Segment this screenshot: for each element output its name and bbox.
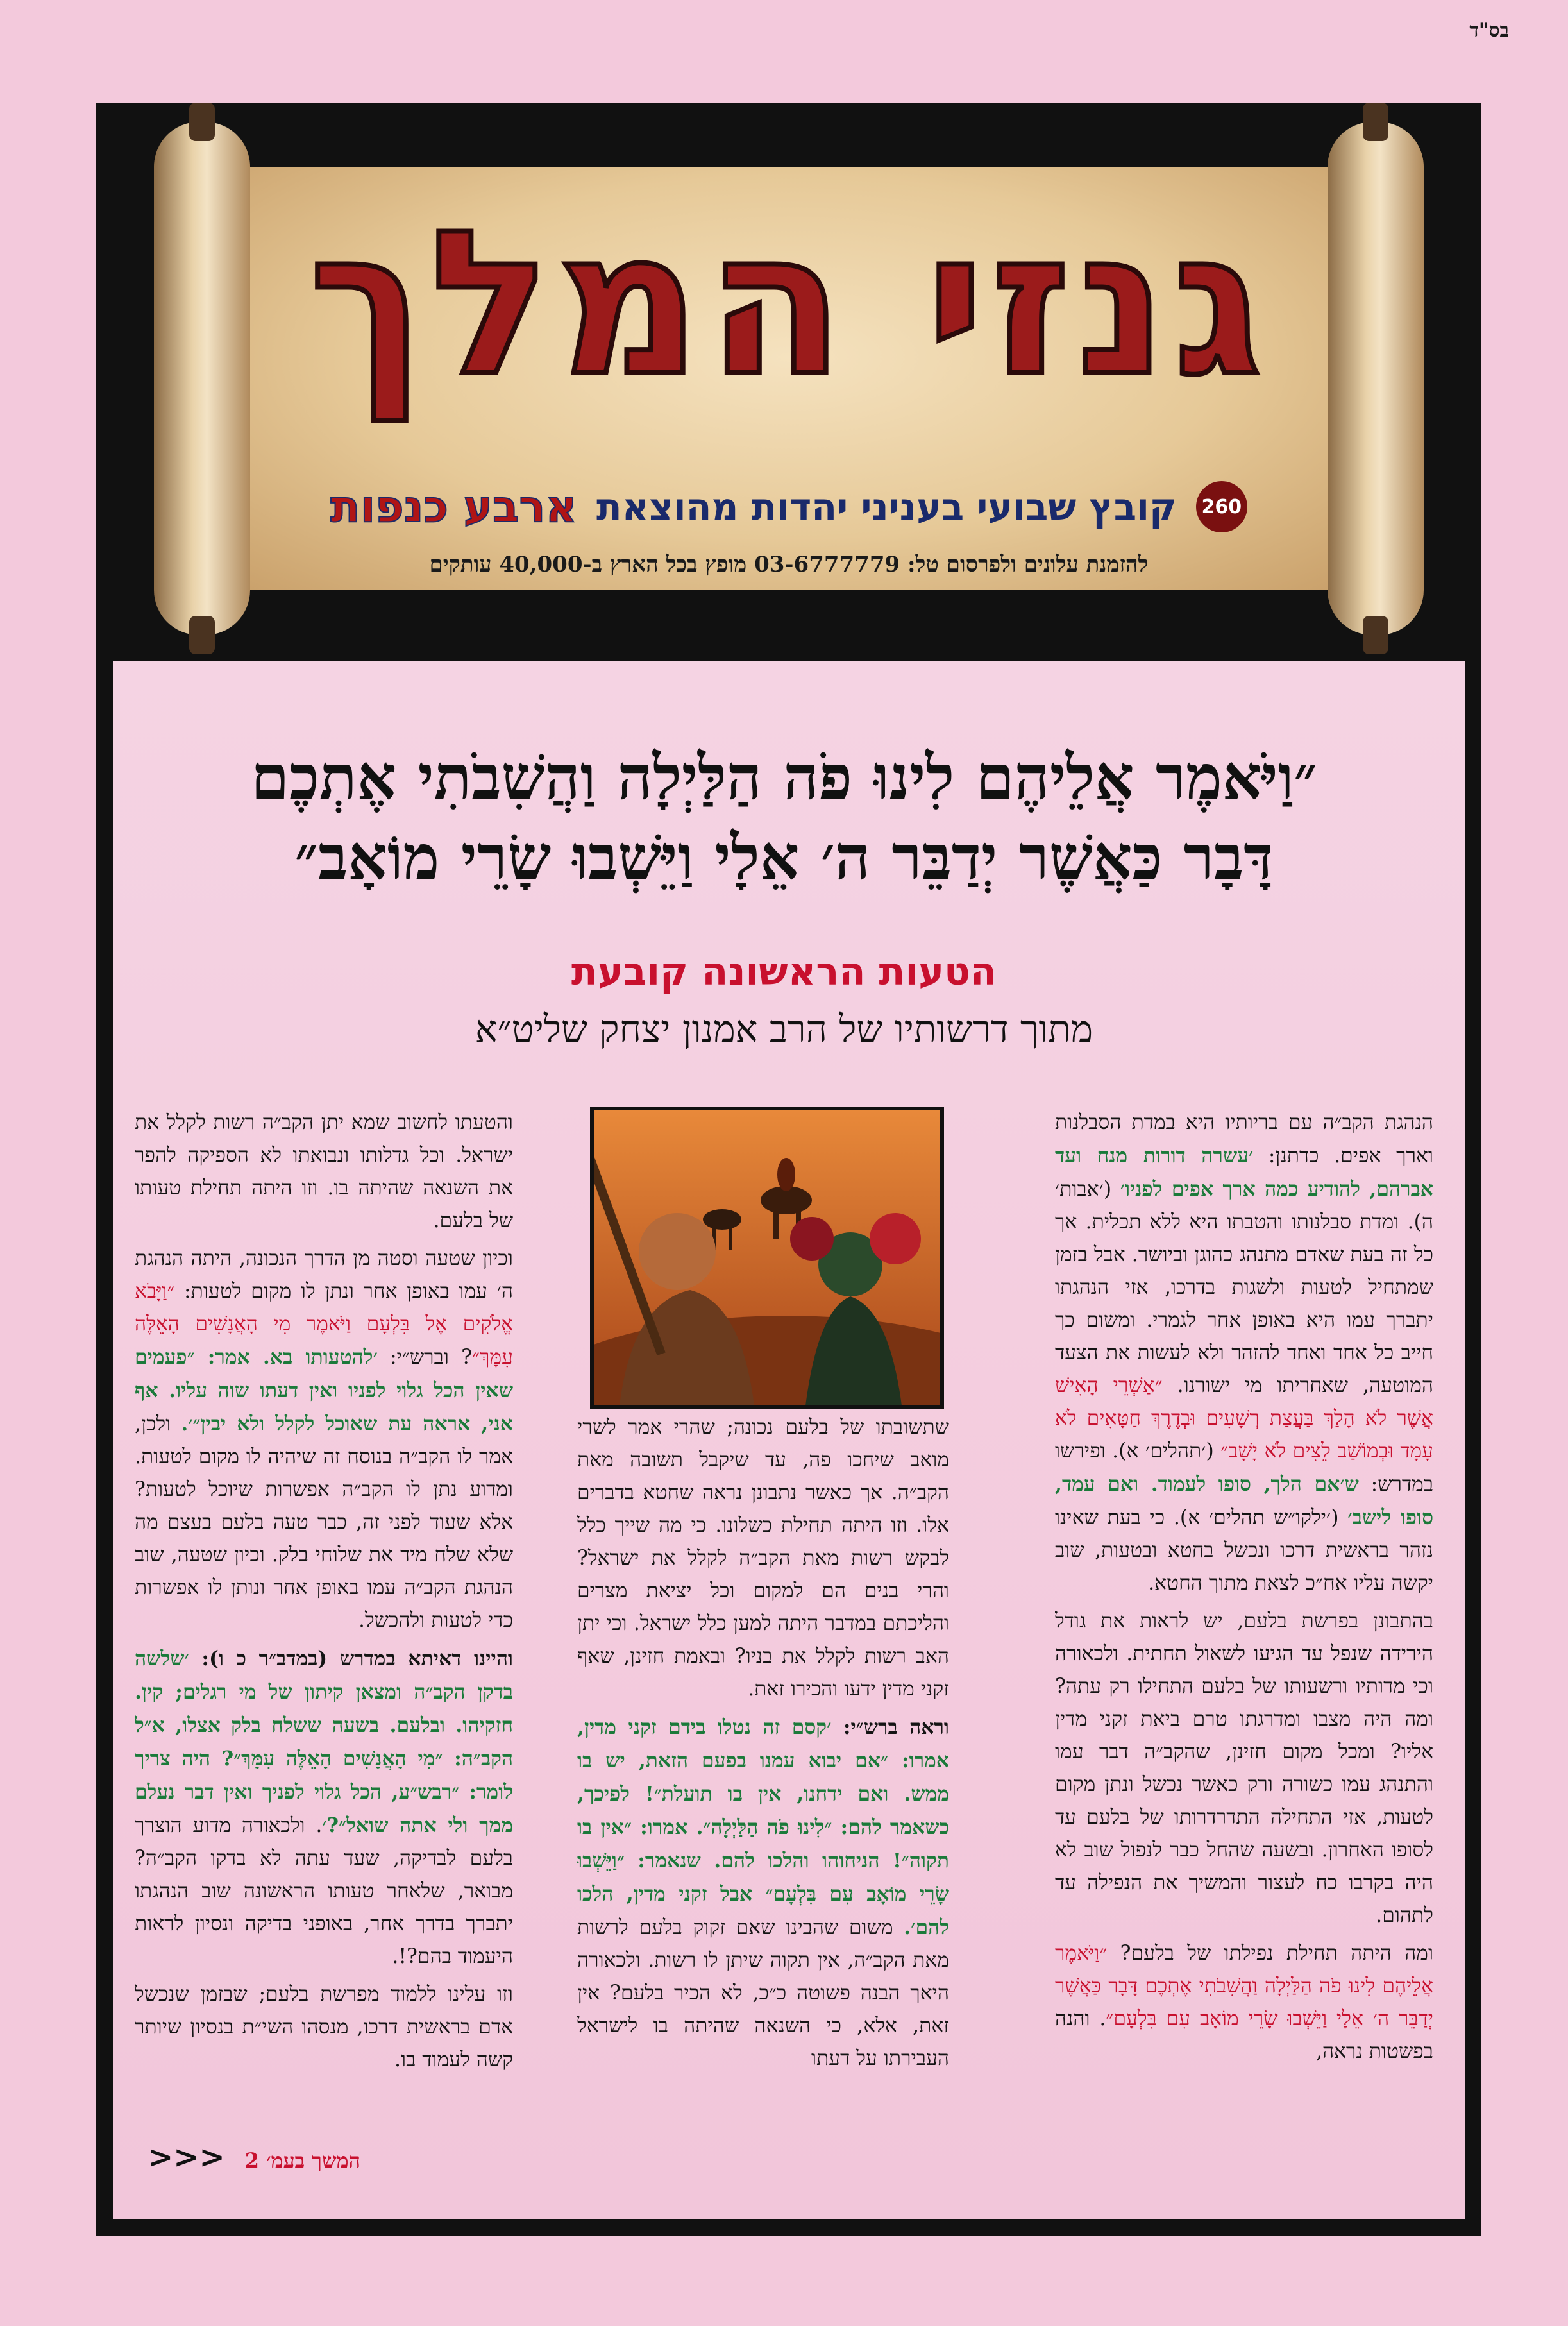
paragraph: בהתבונן בפרשת בלעם, יש לראות את גודל הירידה שנפל עד הגיעו לשאול תחתית. ולכאורה וכי מדותיו ורשעותו של בלעם התחילו רק עתה? ומה היה מצבו ומדרגתו טרם ביאת זקני מדין אליו? ומכל מקום חזינן, שהקב״ה דבר עמו והתנהג עמו כשורה ורק כאשר נכשל ונתן מקום לטעות, אזי התחילה התדרדרותו של בלעם עד לסופו האחרון. ובשעה שהחל כבר לנפול שוב לא היה בקרבו כח לעצור והמשיך את הנפילה עד לתהום.	[1055, 1609, 1433, 1928]
brand-logo-text: ארבע כנפות	[330, 481, 577, 532]
paragraph: והיינו דאיתא במדרש (במדב״ר כ ו): ׳שלשה בדקן הקב״ה ומצאן קיתון של מי רגלים; קין. חזקיהו. ובלעם. בשעה ששלח בלק אצלו, א״ל הקב״ה: ״מִי הָאֲנָשִׁים הָאֵלֶּה עִמָּךְ״? היה צריך לומר: ״רבש״ע, הכל גלוי לפניך ואין דבר נעלם ממך ולי אתה שואל״?׳. ולכאורה מדוע הוצרך בלעם לבדיקה, שעד עתה לא בדקו הקב״ה? מבואר, שלאחר טעותו הראשונה שוב הנהגתו יתברך בדרך אחר, באופני בדיקה ונסיון לראות היעמוד בהם?!.	[135, 1647, 513, 1969]
issue-number-badge: 260	[1196, 481, 1247, 532]
paragraph: והטעתו לחשוב שמא יתן הקב״ה רשות לקלל את ישראל. וכל גדלותו ונבואתו לא הספיקה להפר את השנאה שהיתה בו. וזו היתה תחילת טעותו של בלעם.	[135, 1111, 513, 1233]
masthead-title: גנזי המלך	[308, 189, 1269, 420]
article-column-right	[1055, 1107, 1433, 2178]
subtitle-text: קובץ שבועי בעניני יהדות מהוצאת	[596, 485, 1177, 529]
article-headline: הטעות הראשונה קובעת	[571, 949, 997, 994]
paragraph: וזו עלינו ללמוד מפרשת בלעם; שבזמן שנכשל אדם בראשית דרכו, מנסהו השי״ת בנסיון שיותר קשה לעמוד בו.	[135, 1983, 513, 2072]
paragraph: הנהגת הקב״ה עם בריותיו היא במדת הסבלנות וארך אפים. כדתנן: ׳עשרה דורות מנח ועד אברהם, להודיע כמה ארך אפים לפניו׳ (׳אבות׳ ה). ומדת סבלנותו והטבתו היא ללא תכלית. אך כל זה בעת שאדם מתנהג כהוגן וביושר. אבל בזמן שמתחיל לטעות ולשגות בדרכו, אזי הנהגתו יתברך עמו היא באופן אחר לגמרי. ומשום כך חייב כל אחד ואחד להזהר ולא לעשות את הצעד המוטעה, שאחריתו מי ישורנו. ״אַשְׁרֵי הָאִישׁ אֲשֶׁר לֹא הָלַךְ בַּעֲצַת רְשָׁעִים וּבְדֶרֶךְ חַטָּאִים לֹא עָמָד וּבְמוֹשַׁב לֵצִים לֹא יָשָׁב״ (׳תהלים׳ א). ופירשו במדרש: ש׳אם הלך, סופו לעמוד. ואם עמד, סופו לישב׳ (׳ילקו״ש תהלים׳ א). כי בעת שאינו נזהר בראשית דרכו ונכשל בחטא ובטעות, שוב יקשה עליו אח״כ לצאת מתוך החטא.	[1055, 1111, 1433, 1595]
paragraph: וכיון שטעה וסטה מן הדרך הנכונה, היתה הנהגת ה׳ עמו באופן אחר ונתן לו מקום לטעות: ״וַיָּבֹא אֱלֹקִים אֶל בִּלְעָם וַיֹּאמֶר מִי הָאֲנָשִׁים הָאֵלֶּה עִמָּךְ״? וברש״י: ׳להטעותו בא. אמר: ״פעמים שאין הכל גלוי לפניו ואין דעתו שוה עליו. אף אני, אראה עת שאוכל לקלל ולא יבין״׳. ולכן, אמר לו הקב״ה בנוסח זה שיהיה לו מקום לטעות. ומדוע נתן לו הקב״ה אפשרות שיוכל לטעות? אלא שעוד לפני זה, כבר טעה בלעם בעצם מה שלא שלח מיד את שלוחי בלק. וכיון שטעה, שוב הנהגת הקב״ה עמו באופן אחר ונותן לו אפשרות כדי לטעות ולהכשל.	[135, 1247, 513, 1633]
verse-line-2: דָּבָר כַּאֲשֶׁר יְדַבֵּר ה׳ אֵלָי וַיֵּשְׁבוּ שָׂרֵי מוֹאָב״	[294, 820, 1274, 894]
continued-link[interactable]	[148, 2139, 360, 2175]
verse-line-1: ״וַיֹּאמֶר אֲלֵיהֶם לִינוּ פֹה הַלַּיְלָה וַהֲשִׁבֹתִי אֶתְכֶם	[251, 741, 1317, 813]
article-column-middle	[577, 1411, 949, 2181]
contact-line: להזמנת עלונים ולפרסום טל: 03-6777779 מופץ בכל הארץ ב-40,000 עותקים	[429, 552, 1149, 577]
bsd-label: בס"ד	[1469, 19, 1509, 42]
arrow-left-icon: <<<	[148, 2139, 225, 2175]
continued-label: המשך בעמ׳ 2	[244, 2148, 360, 2173]
paragraph: ומה היתה תחילת נפילתו של בלעם? ״וַיֹּאמֶר אֲלֵיהֶם לִינוּ פֹה הַלַּיְלָה וַהֲשִׁבֹתִי אֶתְכֶם דָּבָר כַּאֲשֶׁר יְדַבֵּר ה׳ אֵלָי וַיֵּשְׁבוּ שָׂרֵי מוֹאָב עִם בִּלְעָם״. והנה בפשטות נראה,	[1055, 1942, 1433, 2064]
article-illustration	[590, 1107, 944, 1409]
masthead	[96, 103, 1481, 661]
featured-verse	[212, 738, 1356, 898]
masthead-subtitle	[212, 481, 1366, 532]
paragraph: וראה ברש״י: ׳קסם זה נטלו בידם זקני מדין, אמרו: ״אם יבוא עמנו בפעם הזאת, יש בו ממש. ואם ידחנו, אין בו תועלת״! לפיכך, כשאמר להם: ״לִינוּ פֹה הַלַּיְלָה״. אמרו: ״אין בו תקוה״! הניחוהו והלכו להם. שנאמר: ״וַיֵּשְׁבוּ שָׂרֵי מוֹאָב עִם בִּלְעָם״ אבל זקני מדין, הלכו להם׳. משום שהבינו שאם זקוק בלעם לרשות מאת הקב״ה, אין תקוה שיתן לו רשות. ולכאורה היאך הבנה פשוטה כ״כ, לא הכיר בלעם? אין זאת, אלא, כי השנאה שהיתה בו לישראל העבירתו על דעתו	[577, 1715, 949, 2071]
article-byline: מתוך דרשותיו של הרב אמנון יצחק שליט״א	[475, 1007, 1093, 1051]
paragraph: שתשובתו של בלעם נכונה; שהרי אמר לשרי מואב שיחכו פה, עד שיקבל תשובה מאת הקב״ה. אך כאשר נתבונן נראה שחטא בדברים אלו. וזו היתה תחילת כשלונו. כי מה שייך כלל לבקש רשות מאת הקב״ה לקלל את ישראל? והרי בנים הם למקום וכל יציאת מצרים והליכתם במדבר היתה למען כלל ישראל. וכי יתן האב רשות לקלל את בניו? ובאמת חזינן, שאף זקני מדין ידעו והכירו זאת.	[577, 1416, 949, 1701]
article-column-left	[135, 1107, 513, 2146]
illustration-image	[594, 1110, 940, 1405]
